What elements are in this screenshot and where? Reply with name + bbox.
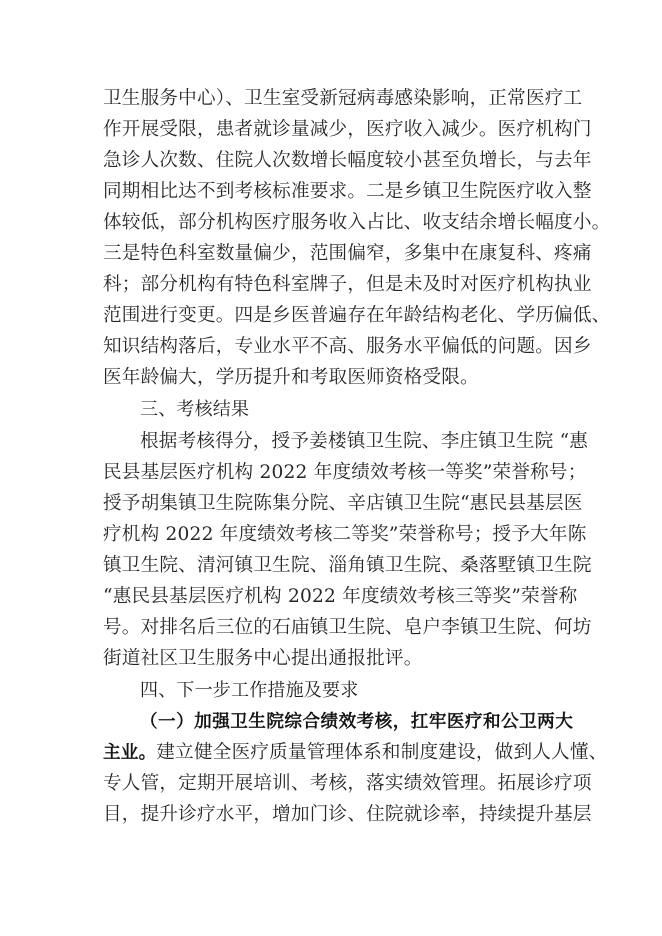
paragraph-line: 作开展受限，患者就诊量减少，医疗收入减少。医疗机构门 — [103, 119, 592, 140]
paragraph-line: 知识结构落后，专业水平不高、服务水平偏低的问题。因乡 — [103, 336, 592, 357]
section-heading: 三、考核结果 — [140, 399, 250, 420]
paragraph-line: 镇卫生院、清河镇卫生院、淄角镇卫生院、桑落墅镇卫生院 — [103, 555, 592, 576]
paragraph-line: “惠民县基层医疗机构 2022 年度绩效考核三等奖”荣誉称 — [103, 586, 578, 607]
paragraph-line: 三是特色科室数量偏少，范围偏窄，多集中在康复科、疼痛 — [103, 243, 592, 264]
paragraph-line: 体较低，部分机构医疗服务收入占比、收支结余增长幅度小。 — [103, 212, 611, 233]
subsection-heading-end: 主业。 — [103, 743, 157, 763]
section-heading: 四、下一步工作措施及要求 — [140, 680, 359, 701]
paragraph-line: 卫生服务中心）、卫生室受新冠病毒感染影响，正常医疗工 — [103, 88, 583, 109]
paragraph-line: 科；部分机构有特色科室牌子，但是未及时对医疗机构执业 — [103, 274, 592, 295]
paragraph-line: 民县基层医疗机构 2022 年度绩效考核一等奖”荣誉称号； — [103, 462, 587, 483]
paragraph-line: 急诊人次数、住院人次数增长幅度较小甚至负增长，与去年 — [103, 150, 592, 171]
subsection-heading: （一）加强卫生院综合绩效考核，扛牢医疗和公卫两大 — [140, 712, 573, 732]
paragraph-line: 根据考核得分，授予姜楼镇卫生院、李庄镇卫生院 “惠 — [140, 431, 589, 452]
paragraph-line: 号。对排名后三位的石庙镇卫生院、皂户李镇卫生院、何坊 — [103, 617, 592, 638]
paragraph-line: 医年龄偏大，学历提升和考取医师资格受限。 — [103, 367, 479, 388]
paragraph-line: 疗机构 2022 年度绩效考核二等奖”荣誉称号；授予大年陈 — [103, 524, 587, 545]
paragraph-line: 授予胡集镇卫生院陈集分院、辛店镇卫生院“惠民县基层医 — [103, 493, 583, 514]
paragraph-line: 街道社区卫生服务中心提出通报批评。 — [103, 648, 423, 669]
paragraph-text: 建立健全医疗质量管理体系和制度建设，做到人人懂、 — [156, 742, 608, 763]
paragraph-line: 专人管，定期开展培训、考核，落实绩效管理。拓展诊疗项 — [103, 773, 592, 794]
paragraph-line: 范围进行变更。四是乡医普遍存在年龄结构老化、学历偏低、 — [103, 305, 611, 326]
paragraph-line: 目，提升诊疗水平，增加门诊、住院就诊率，持续提升基层 — [103, 804, 592, 825]
paragraph-line: 同期相比达不到考核标准要求。二是乡镇卫生院医疗收入整 — [103, 181, 592, 202]
paragraph-line — [103, 740, 608, 766]
